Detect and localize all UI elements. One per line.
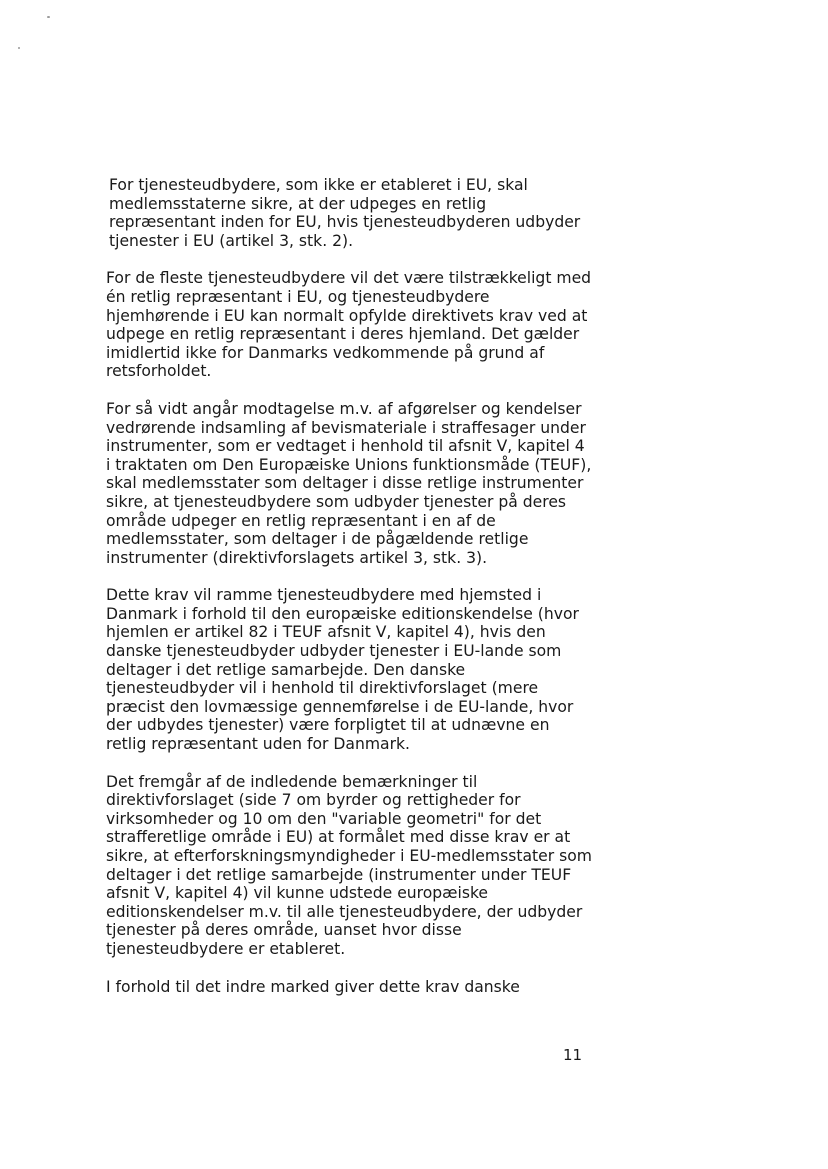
page-body: [106, 176, 592, 1015]
paragraph-purpose: Det fremgår af de indledende bemærkninger til direktivforslaget (side 7 om byrder og rettigheder for virksomheder og 10 om den "variable geometri" for det strafferetlige område i EU) at formålet med disse krav er at sikre, at efterforskningsmyndigheder i EU-medlemsstater som deltager i det retlige samarbejde (instrumenter under TEUF afsnit V, kapitel 4) vil kunne udstede europæiske editionskendelser m.v. til alle tjenesteudbydere, der udbyder tjenester på deres område, uanset hvor disse tjenesteudbydere er etableret.: [106, 772, 592, 958]
scan-speck: [47, 16, 50, 18]
paragraph-single-representative: For de fleste tjenesteudbydere vil det være tilstrækkeligt med én retlig repræsentant i EU, og tjenesteudbydere hjemhørende i EU kan normalt opfylde direktivets krav ved at udpege en retlig repræsentant i deres hjemland. Det gælder imidlertid ikke for Danmarks vedkommende på grund af retsforholdet.: [106, 269, 592, 381]
paragraph-legal-representative-requirement: For tjenesteudbydere, som ikke er etableret i EU, skal medlemsstaterne sikre, at der udpeges en retlig repræsentant inden for EU, hvis tjenesteudbyderen udbyder tjenester i EU (artikel 3, stk. 2).: [109, 176, 581, 250]
paragraph-internal-market: I forhold til det indre marked giver dette krav danske: [106, 977, 520, 996]
page-number: 11: [563, 1046, 583, 1064]
paragraph-receipt-of-orders: For så vidt angår modtagelse m.v. af afgørelser og kendelser vedrørende indsamling af bevismateriale i straffesager under instrumenter, som er vedtaget i henhold til afsnit V, kapitel 4 i traktaten om Den Europæiske Unions funktionsmåde (TEUF), skal medlemsstater som deltager i disse retlige instrumenter sikre, at tjenesteudbydere som udbyder tjenester på deres område udpeger en retlig repræsentant i en af de medlemsstater, som deltager i de pågældende retlige instrumenter (direktivforslagets artikel 3, stk. 3).: [106, 399, 592, 567]
paragraph-danish-providers: Dette krav vil ramme tjenesteudbydere med hjemsted i Danmark i forhold til den europæiske editionskendelse (hvor hjemlen er artikel 82 i TEUF afsnit V, kapitel 4), hvis den danske tjenesteudbyder udbyder tjenester i EU-lande som deltager i det retlige samarbejde. Den danske tjenesteudbyder vil i henhold til direktivforslaget (mere præcist den lovmæssige gennemførelse i de EU-lande, hvor der udbydes tjenester) være forpligtet til at udnævne en retlig repræsentant uden for Danmark.: [106, 586, 579, 754]
scan-speck: [18, 47, 20, 49]
